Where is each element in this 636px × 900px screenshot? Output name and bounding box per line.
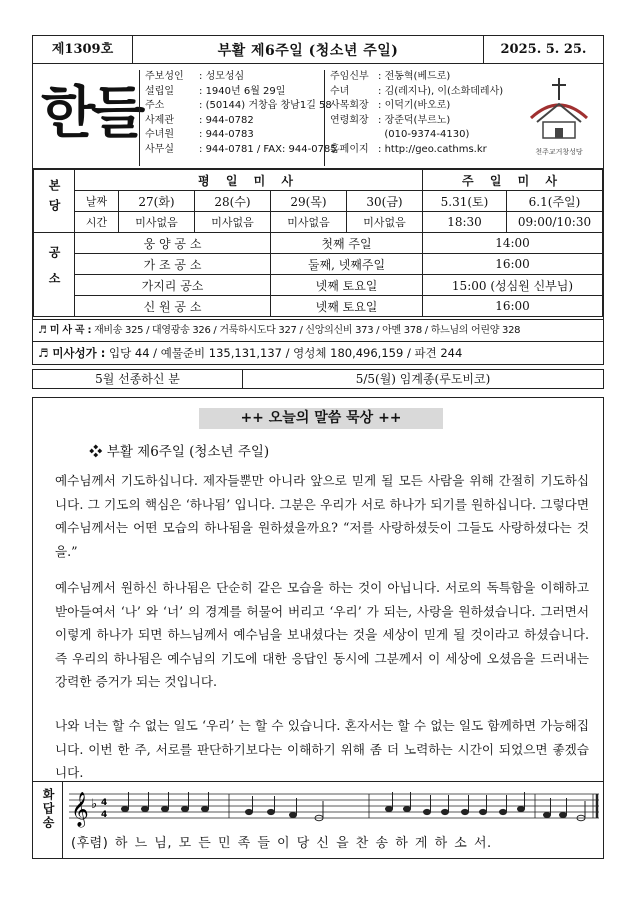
mass-day: 5.31(토) [423, 191, 507, 212]
mass-schedule [33, 169, 603, 317]
church-logo [523, 74, 595, 159]
info-line: 연령회장 : 장준덕(부르노) [330, 114, 451, 126]
responsorial-psalm [33, 781, 603, 859]
page-title: 부활 제6주일 (청소년 주일) [217, 42, 399, 59]
mass-time: 미사없음 [195, 212, 271, 233]
mass-day: 28(수) [195, 191, 271, 212]
mass-time: 미사없음 [271, 212, 347, 233]
gongso-time: 16:00 [423, 254, 603, 275]
meditation-paragraph: 예수님께서 원하신 하나됨은 단순히 같은 모습을 하는 것이 아닙니다. 서로의 독특함을 이해하고 받아들여서 ‘나’ 와 ‘너’ 의 경계를 허물어 버리고 ‘우리’ 가 되는, 사랑을 원하셨습니다. 그러면서 이렇게 하나가 되면 하느님께서 예수님을 보내셨다는 것을 세상이 믿게 될 것이라고 하셨습니다. 즉 우리의 하나됨은 예수님의 기도에 대한 응답인 동시에 그분께서 이 세상에 오셨음을 드러내는 강력한 증거가 되는 것입니다. [55, 580, 589, 689]
deceased-label: 5월 선종하신 분 [33, 370, 243, 388]
time-sig-top: 4 [101, 798, 108, 808]
sunday-mass-heading: 주 일 미 사 [423, 170, 603, 191]
info-line: 설립일 : 1940년 6월 29일 [145, 85, 286, 97]
info-left [139, 70, 337, 166]
psalm-label: 화답송 [33, 782, 63, 859]
mass-time: 미사없음 [347, 212, 423, 233]
gongso-when: 넷째 토요일 [271, 296, 423, 317]
music-staff [69, 784, 599, 832]
title-bar [33, 36, 603, 64]
issue-date: 2025. 5. 25. [483, 36, 603, 63]
info-line: 사무실 : 944-0781 / FAX: 944-0785 [145, 143, 337, 155]
church-caption: 천주교거창성당 [535, 148, 583, 156]
meditation-section [32, 397, 604, 859]
flat-icon: ♭ [91, 797, 98, 812]
mass-time: 09:00/10:30 [507, 212, 603, 233]
gongso-time: 15:00 (성심원 신부님) [423, 275, 603, 296]
psalm-lyric: (후렴) 하 느 님, 모 든 민 족 들 이 당 신 을 찬 송 하 게 하 소 서. [71, 836, 492, 851]
meditation-paragraph: 예수님께서 기도하십니다. 제자들뿐만 아니라 앞으로 믿게 될 모든 사람을 위해 간절히 기도하십니다. 그 기도의 핵심은 ‘하나됨’ 입니다. 그분은 우리가 서로 하나가 되기를 원하십니다. 그렇다면 예수님께서는 어떤 모습의 하나됨을 원하셨을까요? “저를 사랑하셨듯이 그들도 사랑하셨다는 것을.” [55, 473, 589, 559]
info-line: 수녀 : 김(레지나), 이(소화데레사) [330, 85, 504, 97]
meditation-paragraph: 나와 너는 할 수 없는 일도 ‘우리’ 는 할 수 있습니다. 혼자서는 할 수 없는 일도 함께하면 가능해집니다. 이번 한 주, 서로를 판단하기보다는 이해하기 위해 좀 더 노력하는 시간이 되었으면 좋겠습니다. [55, 718, 589, 780]
deceased-bar [32, 369, 604, 389]
deceased-value: 5/5(월) 임계종(루도비코) [355, 372, 491, 386]
info-line: 홈페이지 : http://geo.cathms.kr [330, 143, 487, 155]
mass-time: 18:30 [423, 212, 507, 233]
mass-day: 27(화) [119, 191, 195, 212]
info-line: 사목회장 : 이덕기(바오로) [330, 100, 451, 111]
side-label-parish: 본당 [34, 170, 75, 233]
info-line: 주소 : (50144) 거창읍 창남1길 58 [145, 100, 332, 111]
time-sig-bottom: 4 [101, 810, 108, 820]
info-line: 주임신부 : 전동혁(베드로) [330, 71, 451, 82]
row-label-time: 시간 [75, 212, 119, 233]
gongso-when: 첫째 주일 [271, 233, 423, 254]
gongso-name: 웅 양 공 소 [75, 233, 271, 254]
row-label-date: 날짜 [75, 191, 119, 212]
bulletin-logo: 한들 [41, 81, 142, 146]
treble-clef-icon: 𝄞 [71, 792, 89, 827]
side-label-gongso: 공소 [34, 233, 75, 317]
mass-day: 6.1(주일) [507, 191, 603, 212]
info-line: 수녀원 : 944-0783 [145, 129, 254, 140]
meditation-subheading: ❖ 부활 제6주일 (청소년 주일) [89, 444, 270, 460]
info-line: 사제관 : 944-0782 [145, 114, 254, 126]
info-right [324, 70, 503, 166]
gongso-when: 넷째 토요일 [271, 275, 423, 296]
info-line: (010-9374-4130) [384, 129, 470, 140]
meditation-heading: ++ 오늘의 말씀 묵상 ++ [199, 408, 443, 429]
gongso-name: 가지리 공소 [75, 275, 271, 296]
mass-hymns-line: ♬ 미 사 곡 : 재비송 325 / 대영광송 326 / 거룩하시도다 327 / 신앙의신비 373 / 아멘 378 / 하느님의 어린양 328 [33, 319, 603, 342]
mass-songs-line: ♬ 미사성가 : 입당 44 / 예물준비 135,131,137 / 영성체 180,496,159 / 파견 244 [38, 346, 463, 360]
gongso-time: 16:00 [423, 296, 603, 317]
parish-info [33, 64, 603, 169]
weekday-mass-heading: 평 일 미 사 [75, 170, 423, 191]
gongso-time: 14:00 [423, 233, 603, 254]
bulletin-header [32, 35, 604, 365]
gongso-name: 신 원 공 소 [75, 296, 271, 317]
mass-day: 30(금) [347, 191, 423, 212]
gongso-when: 둘째, 넷째주일 [271, 254, 423, 275]
church-icon [523, 74, 595, 144]
info-line: 주보성인 : 성모성심 [145, 71, 245, 82]
mass-time: 미사없음 [119, 212, 195, 233]
issue-number: 제1309호 [33, 36, 133, 63]
gongso-name: 가 조 공 소 [75, 254, 271, 275]
mass-day: 29(목) [271, 191, 347, 212]
homepage-link[interactable]: http://geo.cathms.kr [384, 143, 487, 155]
